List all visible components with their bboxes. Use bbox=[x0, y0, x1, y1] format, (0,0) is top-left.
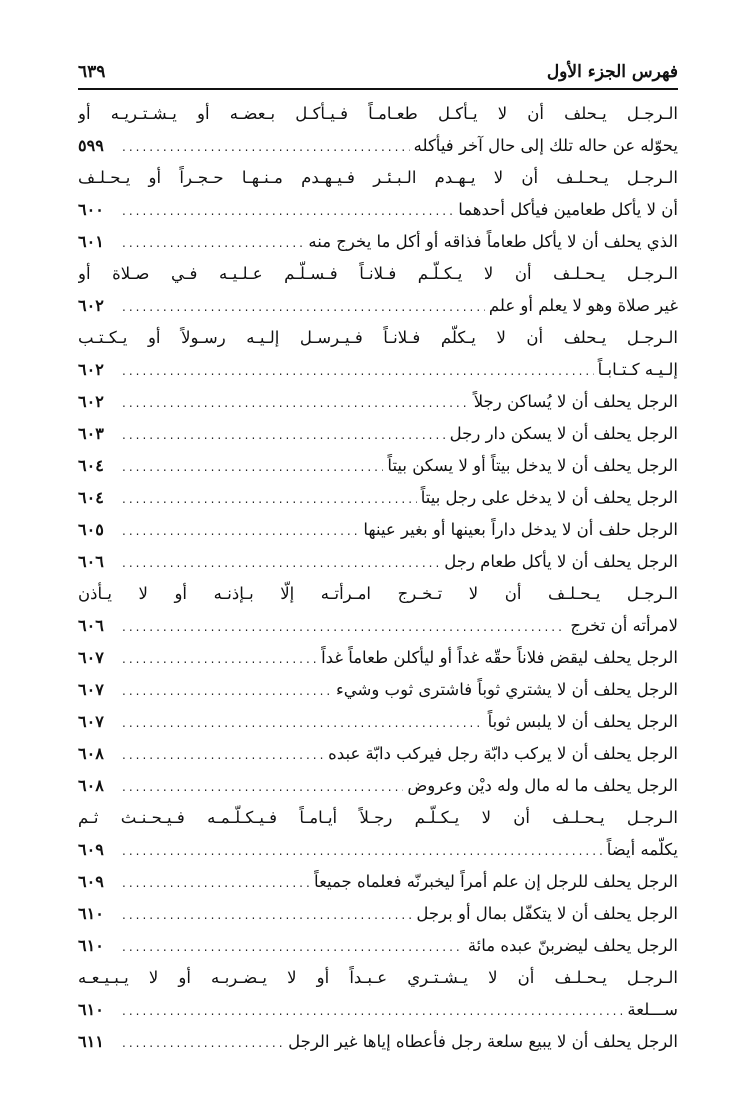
entry-last-line bbox=[78, 930, 678, 962]
entry-page-number: ٦٠٨ bbox=[78, 776, 104, 795]
entry-last-line bbox=[78, 546, 678, 578]
entry-page-number: ٦٠٣ bbox=[78, 424, 104, 443]
entry-page-number: ٦٠٦ bbox=[78, 616, 104, 635]
entry-page-number: ٦٠٤ bbox=[78, 488, 104, 507]
entry-title: الرجل حلف أن لا يدخل داراً بعينها أو بغير عينها bbox=[363, 520, 678, 539]
index-entry bbox=[78, 674, 678, 706]
entry-title: أن لا يأكل طعامين فيأكل أحدهما bbox=[458, 200, 678, 219]
dot-leader bbox=[122, 739, 324, 770]
entry-page-number: ٦٠١ bbox=[78, 232, 104, 251]
index-entry bbox=[78, 706, 678, 738]
dot-leader bbox=[122, 131, 410, 162]
entry-last-line bbox=[78, 994, 678, 1026]
entry-last-line bbox=[78, 898, 678, 930]
entry-page-number: ٦٠٩ bbox=[78, 872, 104, 891]
dot-leader bbox=[122, 515, 359, 546]
entry-title: ســـلعة bbox=[627, 1000, 678, 1019]
entry-last-line bbox=[78, 290, 678, 322]
entry-page-number: ٥٩٩ bbox=[78, 136, 104, 155]
dot-leader bbox=[122, 835, 603, 866]
entry-last-line bbox=[78, 386, 678, 418]
entry-page-number: ٦٠٨ bbox=[78, 744, 104, 763]
index-entry bbox=[78, 770, 678, 802]
entry-line: الـرجـل يـحـلـف أن لا يـشـتـري عـبـداً أو لا يـضـربـه أو لا يـبـيـعـه bbox=[78, 968, 678, 987]
index-entry bbox=[78, 482, 678, 514]
entry-title: الرجل يحلف أن لا يشتري ثوباً فاشترى ثوب وشيء bbox=[335, 680, 678, 699]
entry-page-number: ٦٠٤ bbox=[78, 456, 104, 475]
dot-leader bbox=[122, 995, 623, 1026]
entry-last-line bbox=[78, 418, 678, 450]
entry-title: الرجل يحلف ليقض فلاناً حقّه غداً أو ليأكلن طعاماً غداً bbox=[321, 648, 678, 667]
index-entry bbox=[78, 546, 678, 578]
index-entry bbox=[78, 322, 678, 386]
entry-last-line bbox=[78, 738, 678, 770]
dot-leader bbox=[122, 675, 332, 706]
dot-leader bbox=[122, 419, 446, 450]
index-entries bbox=[78, 98, 678, 1058]
dot-leader bbox=[122, 451, 383, 482]
index-entry bbox=[78, 1026, 678, 1058]
index-entry bbox=[78, 642, 678, 674]
entry-title: الرجل يحلف ليضربنّ عبده مائة bbox=[467, 936, 678, 955]
entry-last-line bbox=[78, 130, 678, 162]
entry-last-line bbox=[78, 194, 678, 226]
entry-title: الرجل يحلف أن لا يُساكن رجلاً bbox=[473, 392, 678, 411]
dot-leader bbox=[122, 931, 464, 962]
entry-title: يكلّمه أيضاً bbox=[606, 840, 678, 859]
entry-title: الرجل يحلف أن لا يدخل على رجل بيتاً bbox=[420, 488, 678, 507]
entry-line: الـرجـل يـحـلـف أن لا يـكـلّـم رجـلاً أيـامـاً فـيـكـلّـمـه فـيـحـنـث ثـم bbox=[78, 808, 678, 827]
entry-page-number: ٦٠٧ bbox=[78, 712, 104, 731]
index-entry bbox=[78, 162, 678, 226]
index-entry bbox=[78, 866, 678, 898]
entry-page-number: ٦٠٥ bbox=[78, 520, 104, 539]
index-entry bbox=[78, 98, 678, 162]
entry-page-number: ٦٠٧ bbox=[78, 648, 104, 667]
entry-last-line bbox=[78, 354, 678, 386]
header-rule bbox=[78, 88, 678, 90]
entry-last-line bbox=[78, 610, 678, 642]
entry-page-number: ٦٠٢ bbox=[78, 360, 104, 379]
running-title: فهرس الجزء الأول bbox=[546, 62, 678, 82]
entry-page-number: ٦١٠ bbox=[78, 904, 104, 923]
entry-title: الرجل يحلف أن لا يأكل طعام رجل bbox=[444, 552, 678, 571]
index-entry bbox=[78, 930, 678, 962]
index-page bbox=[78, 52, 678, 1058]
dot-leader bbox=[122, 195, 454, 226]
entry-title: يحوّله عن حاله تلك إلى حال آخر فيأكله bbox=[413, 136, 678, 155]
entry-last-line bbox=[78, 514, 678, 546]
entry-title: الرجل يحلف ما له مال وله ديْن وعروض bbox=[407, 776, 678, 795]
index-entry bbox=[78, 802, 678, 866]
entry-last-line bbox=[78, 226, 678, 258]
dot-leader bbox=[122, 643, 317, 674]
dot-leader bbox=[122, 707, 484, 738]
entry-page-number: ٦٠٧ bbox=[78, 680, 104, 699]
entry-line: الـرجـل يـحـلـف أن لا يـكـلّـم فـلانـاً فـسـلّـم عـلـيـه فـي صـلاة أو bbox=[78, 264, 678, 283]
entry-line: الـرجـل يـحلف أن لا يـأكـل طعـامـاً فـيـأكـل بـعضـه أو يـشـتـريـه أو bbox=[78, 104, 678, 123]
entry-line: الـرجـل يـحـلـف أن لا يـهـدم الـبـئـر فـيـهـدم مـنـهـا حـجـراً أو يـحـلـف bbox=[78, 168, 678, 187]
index-entry bbox=[78, 514, 678, 546]
index-entry bbox=[78, 386, 678, 418]
entry-page-number: ٦١١ bbox=[78, 1032, 104, 1051]
index-entry bbox=[78, 738, 678, 770]
dot-leader bbox=[122, 1027, 284, 1058]
dot-leader bbox=[122, 867, 310, 898]
entry-last-line bbox=[78, 1026, 678, 1058]
entry-title: الرجل يحلف للرجل إن علم أمراً ليخبرنّه فعلماه جميعاً bbox=[314, 872, 678, 891]
dot-leader bbox=[122, 611, 566, 642]
entry-page-number: ٦٠٩ bbox=[78, 840, 104, 859]
entry-page-number: ٦٠٠ bbox=[78, 200, 104, 219]
entry-page-number: ٦٠٦ bbox=[78, 552, 104, 571]
index-entry bbox=[78, 226, 678, 258]
entry-title: غير صلاة وهو لا يعلم أو علم bbox=[488, 296, 678, 315]
entry-page-number: ٦١٠ bbox=[78, 1000, 104, 1019]
entry-page-number: ٦٠٢ bbox=[78, 296, 104, 315]
index-entry bbox=[78, 578, 678, 642]
dot-leader bbox=[122, 899, 412, 930]
entry-line: الـرجـل يـحـلـف أن لا تـخـرج امـرأتـه إلّا بـإذنـه أو لا يـأذن bbox=[78, 584, 678, 603]
entry-last-line bbox=[78, 706, 678, 738]
entry-last-line bbox=[78, 674, 678, 706]
index-entry bbox=[78, 898, 678, 930]
entry-page-number: ٦١٠ bbox=[78, 936, 104, 955]
index-entry bbox=[78, 450, 678, 482]
entry-title: الرجل يحلف أن لا يدخل بيتاً أو لا يسكن بيتاً bbox=[387, 456, 678, 475]
dot-leader bbox=[122, 483, 417, 514]
entry-last-line bbox=[78, 450, 678, 482]
entry-title: الرجل يحلف أن لا يسكن دار رجل bbox=[449, 424, 678, 443]
index-entry bbox=[78, 258, 678, 322]
page-header bbox=[78, 52, 678, 84]
entry-last-line bbox=[78, 866, 678, 898]
dot-leader bbox=[122, 227, 304, 258]
index-entry bbox=[78, 962, 678, 1026]
entry-page-number: ٦٠٢ bbox=[78, 392, 104, 411]
dot-leader bbox=[122, 387, 470, 418]
entry-line: الـرجـل يـحلف أن لا يـكلّم فـلانـاً فـيـرسـل إلـيـه رسـولاً أو يـكـتـب bbox=[78, 328, 678, 347]
entry-last-line bbox=[78, 834, 678, 866]
entry-title: الذي يحلف أن لا يأكل طعاماً فذاقه أو أكل ما يخرج منه bbox=[308, 232, 678, 251]
entry-title: الرجل يحلف أن لا يركب دابّة رجل فيركب دابّة عبده bbox=[328, 744, 678, 763]
dot-leader bbox=[122, 291, 485, 322]
entry-title: لامرأته أن تخرج bbox=[570, 616, 678, 635]
dot-leader bbox=[122, 355, 594, 386]
dot-leader bbox=[122, 547, 440, 578]
page-number: ٦٣٩ bbox=[78, 62, 106, 82]
index-entry bbox=[78, 418, 678, 450]
dot-leader bbox=[122, 771, 403, 802]
entry-last-line bbox=[78, 770, 678, 802]
entry-last-line bbox=[78, 482, 678, 514]
entry-last-line bbox=[78, 642, 678, 674]
entry-title: الرجل يحلف أن لا يبيع سلعة رجل فأعطاه إياها غير الرجل bbox=[288, 1032, 678, 1051]
entry-title: إلـيـه كـتـابـاً bbox=[597, 360, 678, 379]
entry-title: الرجل يحلف أن لا يتكفّل بمال أو برجل bbox=[416, 904, 678, 923]
entry-title: الرجل يحلف أن لا يلبس ثوباً bbox=[487, 712, 678, 731]
